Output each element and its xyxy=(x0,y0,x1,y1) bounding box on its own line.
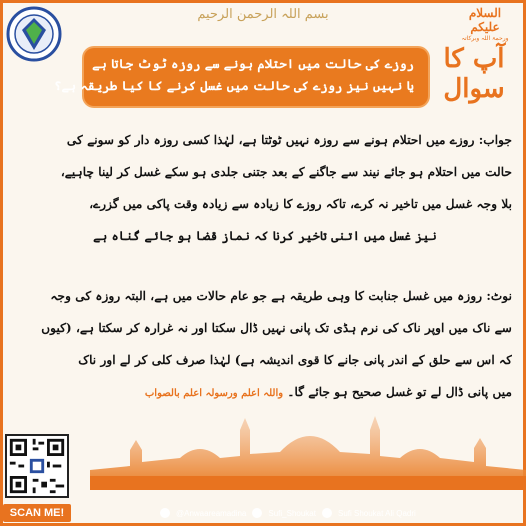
aapka-sawal-badge xyxy=(432,44,516,110)
qr-code[interactable] xyxy=(5,434,69,498)
question-line-1: روزے کی حالت میں احتلام ہونے سے روزہ ٹوٹ جاتا ہے xyxy=(92,56,414,71)
logo-badge xyxy=(6,6,62,62)
salam-greeting xyxy=(450,6,520,46)
answer-text xyxy=(18,124,512,252)
badge-line-1: آپ کا xyxy=(443,44,505,74)
answer-line: بلا وجہ غسل میں تاخیر نہ کرے، تاکہ روزے کا زیادہ سے زیادہ وقت پاکی میں گزرے، xyxy=(89,197,512,211)
salam-line3: ورحمۃ اللہ وبرکاتہ xyxy=(461,35,509,42)
question-line-2: یا نہیں نیز روزے کی حالت میں غسل کرنے کا کیا طریقہ ہے؟ xyxy=(54,78,414,93)
facebook-icon xyxy=(160,508,170,518)
answer-line: جواب: روزے میں احتلام ہونے سے روزہ نہیں ٹوٹتا ہے، لہٰذا کسی روزہ دار کو سونے کی xyxy=(66,133,512,147)
footer-social-bar xyxy=(160,505,520,521)
social-handle: Sufi Shoukat Ali Qadri xyxy=(337,508,416,518)
answer-line: حالت میں احتلام ہو جائے نیند سے جاگنے کے بعد جتنی جلدی ہو سکے غسل کر لینا چاہیے، xyxy=(60,165,512,179)
note-text xyxy=(18,280,512,408)
question-box xyxy=(54,48,428,106)
closing-phrase: واللہ اعلم ورسولہ اعلم بالصواب xyxy=(144,388,284,399)
salam-line2: علیکم xyxy=(470,20,500,34)
note-line: میں پانی ڈال لے تو غسل صحیح ہو جائے گا۔ xyxy=(287,385,512,399)
bismillah-calligraphy: بسم اللہ الرحمن الرحیم xyxy=(197,7,329,22)
note-line: سے ناک میں اوپر ناک کی نرم ہڈی تک پانی نہیں ڈال سکتا اور نہ غرارہ کر سکتا ہے، (کیوں xyxy=(41,321,512,335)
social-handle: Sufi_Shoukat xyxy=(268,508,316,518)
social-handle: @Anwaareamadina xyxy=(176,508,247,518)
note-line: نوٹ: روزہ میں غسل جنابت کا وہی طریقہ ہے جو عام حالات میں ہے، البتہ روزہ کی وجہ xyxy=(50,289,512,303)
salam-line1: السلام xyxy=(468,6,502,20)
badge-line-2: سوال xyxy=(443,74,505,104)
answer-line: نیز غسل میں اتنی تاخیر کرنا کہ نماز قضا ہو جائے گناہ ہے xyxy=(93,229,437,243)
twitter-icon xyxy=(252,508,262,518)
note-line: کہ اس سے حلق کے اندر پانی جانے کا قوی اندیشہ ہے) لہٰذا صرف کلی کر لے اور ناک xyxy=(78,353,512,367)
facebook-icon xyxy=(322,508,332,518)
scan-me-label: SCAN ME! xyxy=(3,504,71,522)
mosque-silhouette-art xyxy=(90,400,526,490)
